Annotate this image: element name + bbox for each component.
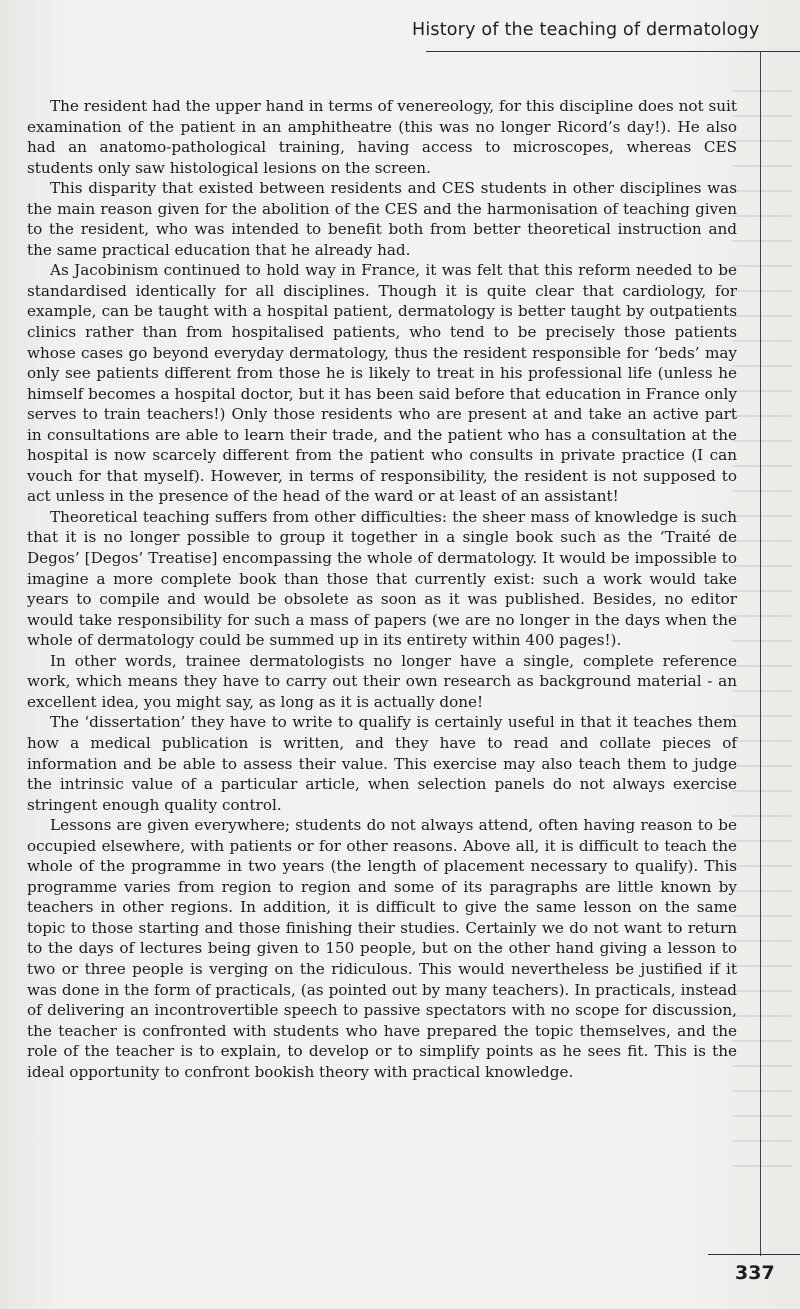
running-head: History of the teaching of dermatology [412, 20, 760, 40]
header-rule [426, 51, 800, 52]
margin-rule [760, 51, 761, 1256]
show-through-shadow [732, 90, 792, 1190]
paragraph: The ‘dissertation’ they have to write to qualify is certainly useful in that it teaches them how a medical publication is written, and they have to read and collate pieces of information and be able to assess their value. This exercise may also teach them to judge the intrinsic value of a particular article, when selection panels do not always exercise stringent enough quality control. [27, 713, 737, 814]
paragraph: As Jacobinism continued to hold way in France, it was felt that this reform needed to be standardised identically for all disciplines. Though it is quite clear that cardiology, for example, can be taught with a hospital patient, dermatology is better taught by outpatients clinics rather than from hospitalised patients, who tend to be precisely those patients whose cases go beyond everyday dermatology, thus the resident responsible for ‘beds’ may only see patients different from those he is likely to treat in his professional life (unless he himself becomes a hospital doctor, but it has been said before that education in France only serves to train teachers!) Only those residents who are present at and take an active part in consultations are able to learn their trade, and the patient who has a consultation at the hospital is now scarcely different from the patient who consults in private practice (I can vouch for that myself). However, in terms of responsibility, the resident is not supposed to act unless in the presence of the head of the ward or at least of an assistant! [27, 261, 737, 506]
paragraph: The resident had the upper hand in terms of venereology, for this discipline does not suit examination of the patient in an amphitheatre (this was no longer Ricord’s day!). He also had an anatomo-pathological training, having access to microscopes, whereas CES students only saw histological lesions on the screen. [27, 97, 737, 177]
footer-rule [708, 1254, 800, 1255]
paragraph: In other words, trainee dermatologists no longer have a single, complete reference work, which means they have to carry out their own research as background material - an excellent idea, you might say, as long as it is actually done! [27, 651, 737, 711]
paragraph: Theoretical teaching suffers from other difficulties: the sheer mass of knowledge is such that it is no longer possible to group it together in a single book such as the ‘Traité de Degos’ [Degos’ Treatise] encompassing the whole of dermatology. It would be impossible to imagine a more complete book than those that currently exist: such a work would take years to compile and would be obsolete as soon as it was published. Besides, no editor would take responsibility for such a mass of papers (we are no longer in the days when the whole of dermatology could be summed up in its entirety within 400 pages!). [27, 507, 737, 650]
paragraph: This disparity that existed between residents and CES students in other disciplines was the main reason given for the abolition of the CES and the harmonisation of teaching given to the resident, who was intended to benefit both from better theoretical instruction and the same practical education that he already had. [27, 179, 737, 259]
body-text [27, 96, 737, 1082]
paragraph: Lessons are given everywhere; students do not always attend, often having reason to be occupied elsewhere, with patients or for other reasons. Above all, it is difficult to teach the whole of the programme in two years (the length of placement necessary to qualify). This programme varies from region to region and some of its paragraphs are little known by teachers in other regions. In addition, it is difficult to give the same lesson on the same topic to those starting and those finishing their studies. Certainly we do not want to return to the days of lectures being given to 150 people, but on the other hand giving a lesson to two or three people is verging on the ridiculous. This would nevertheless be justified if it was done in the form of practicals, (as pointed out by many teachers). In practicals, instead of delivering an incontrovertible speech to passive spectators with no scope for discussion, the teacher is confronted with students who have prepared the topic themselves, and the role of the teacher is to explain, to develop or to simplify points as he sees fit. This is the ideal opportunity to confront bookish theory with practical knowledge. [27, 816, 737, 1081]
page-number: 337 [735, 1262, 775, 1284]
